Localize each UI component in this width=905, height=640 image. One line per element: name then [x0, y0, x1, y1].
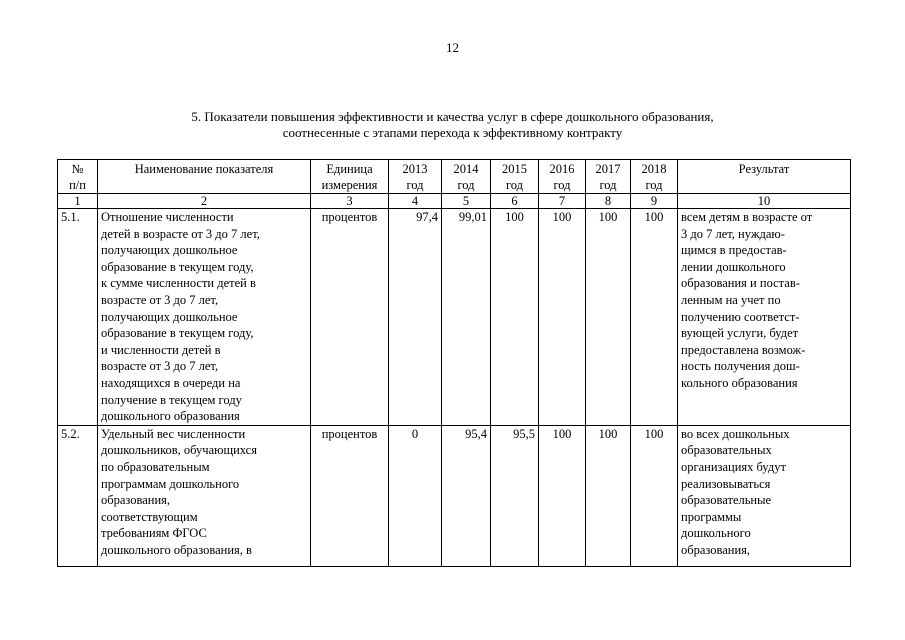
value-2015: 100 — [491, 209, 539, 426]
value-2017: 100 — [586, 425, 631, 566]
column-number: 1 — [58, 194, 98, 209]
indicator-name: Удельный вес численности дошкольников, обучающихся по образовательным программам дошкольного образования, соответствующим требованиям ФГОС дошкольного образования, в — [98, 425, 311, 566]
value-2018: 100 — [631, 425, 678, 566]
column-number: 9 — [631, 194, 678, 209]
column-number: 7 — [539, 194, 586, 209]
section-title-line-2: соотнесенные с этапами перехода к эффективному контракту — [282, 125, 623, 140]
value-2017: 100 — [586, 209, 631, 426]
column-number: 8 — [586, 194, 631, 209]
row-number: 5.1. — [58, 209, 98, 426]
unit-cell: процентов — [311, 209, 389, 426]
value-2015: 95,5 — [491, 425, 539, 566]
header-year-2017: 2017 год — [586, 160, 631, 194]
result-cell: всем детям в возрасте от 3 до 7 лет, нуждаю- щимся в предостав- лении дошкольного образования и постав- ленным на учет по получению соответст- вующей услуги, будет предоставлена возмож- ность получения дош- кольного образования — [678, 209, 851, 426]
header-year-2014: 2014 год — [442, 160, 491, 194]
indicators-table — [57, 159, 851, 567]
header-result: Результат — [678, 160, 851, 194]
header-num: № п/п — [58, 160, 98, 194]
header-year-2016: 2016 год — [539, 160, 586, 194]
column-number: 6 — [491, 194, 539, 209]
column-number: 3 — [311, 194, 389, 209]
header-year-2013: 2013 год — [389, 160, 442, 194]
value-2016: 100 — [539, 425, 586, 566]
row-number: 5.2. — [58, 425, 98, 566]
value-2016: 100 — [539, 209, 586, 426]
value-2013: 0 — [389, 425, 442, 566]
header-row — [58, 160, 851, 194]
value-2014: 99,01 — [442, 209, 491, 426]
section-title-line-1: 5. Показатели повышения эффективности и качества услуг в сфере дошкольного образования, — [191, 109, 714, 124]
column-number: 4 — [389, 194, 442, 209]
indicator-name: Отношение численности детей в возрасте от 3 до 7 лет, получающих дошкольное образование в текущем году, к сумме численности детей в возрасте от 3 до 7 лет, получающих дошкольное образование в текущем году, и численности детей в возрасте от 3 до 7 лет, находящихся в очереди на получение в текущем году дошкольного образования — [98, 209, 311, 426]
value-2018: 100 — [631, 209, 678, 426]
header-year-2015: 2015 год — [491, 160, 539, 194]
header-unit: Единица измерения — [311, 160, 389, 194]
table-row — [58, 425, 851, 566]
column-number-row — [58, 194, 851, 209]
value-2013: 97,4 — [389, 209, 442, 426]
value-2014: 95,4 — [442, 425, 491, 566]
section-title — [0, 109, 905, 141]
column-number: 2 — [98, 194, 311, 209]
result-cell: во всех дошкольных образовательных организациях будут реализовываться образовательные программы дошкольного образования, — [678, 425, 851, 566]
unit-cell: процентов — [311, 425, 389, 566]
table-row — [58, 209, 851, 426]
page-number: 12 — [446, 40, 459, 55]
header-year-2018: 2018 год — [631, 160, 678, 194]
column-number: 5 — [442, 194, 491, 209]
column-number: 10 — [678, 194, 851, 209]
header-name: Наименование показателя — [98, 160, 311, 194]
